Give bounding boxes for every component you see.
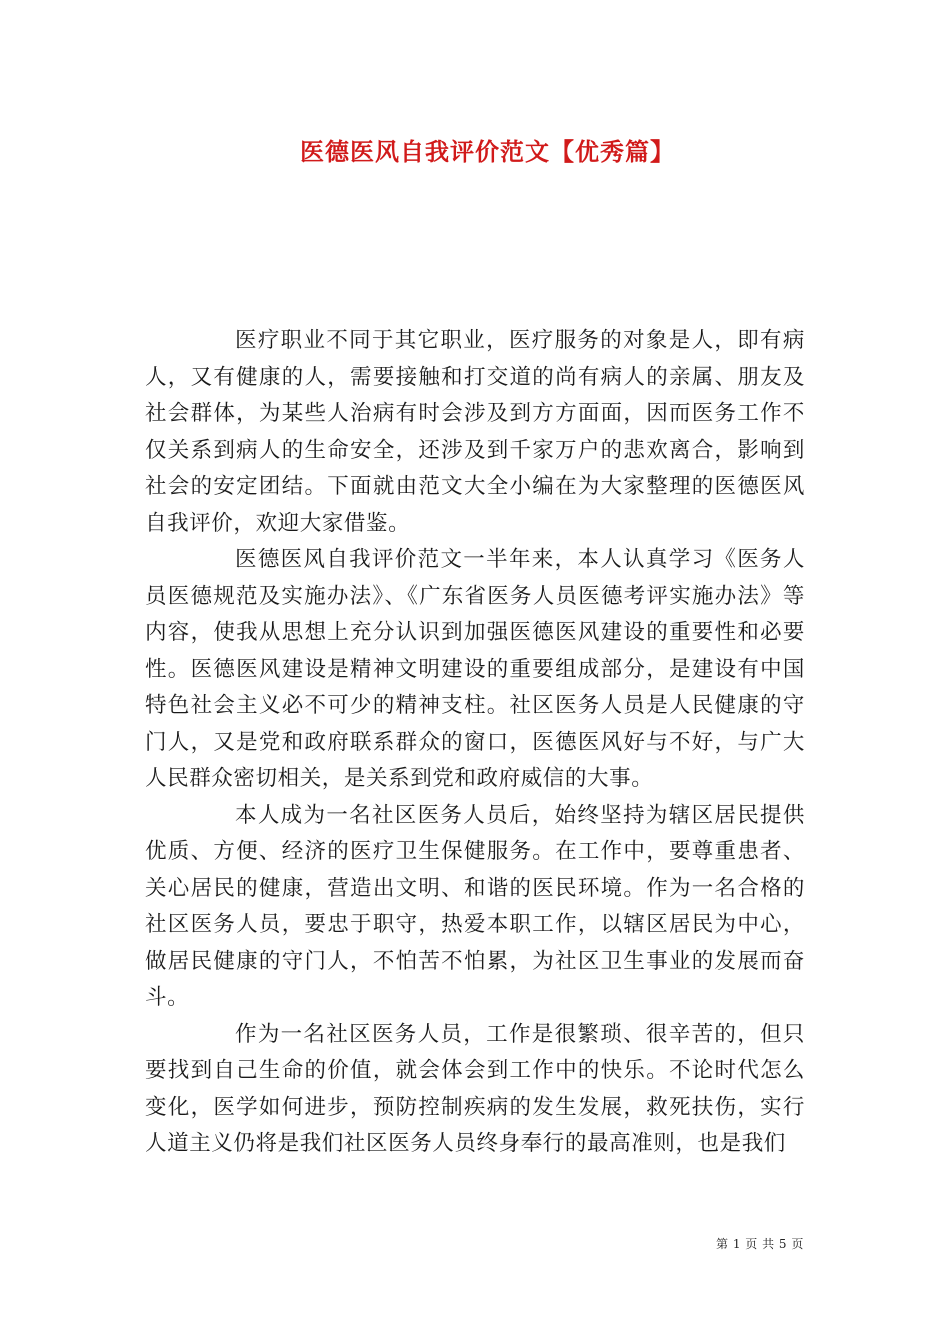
paragraph-community-service: 本人成为一名社区医务人员后，始终坚持为辖区居民提供优质、方便、经济的医疗卫生保健服务。在工作中，要尊重患者、关心居民的健康，营造出文明、和谐的医民环境。作为一名合格的社区医务人员，要忠于职守，热爱本职工作，以辖区居民为中心，做居民健康的守门人，不怕苦不怕累，为社区卫生事业的发展而奋斗。 (145, 802, 805, 1010)
document-body (145, 323, 805, 1163)
document-title: 医德医风自我评价范文【优秀篇】 (300, 137, 675, 166)
page-number: 第 1 页 共 5 页 (716, 1237, 804, 1251)
paragraph-work-value: 作为一名社区医务人员，工作是很繁琐、很辛苦的，但只要找到自己生命的价值，就会体会到工作中的快乐。不论时代怎么变化，医学如何进步，预防控制疾病的发生发展，救死扶伤，实行人道主义仍将是我们社区医务人员终身奉行的最高准则，也是我们 (145, 1021, 805, 1156)
paragraph-intro: 医疗职业不同于其它职业，医疗服务的对象是人，即有病人，又有健康的人，需要接触和打交道的尚有病人的亲属、朋友及社会群体，为某些人治病有时会涉及到方方面面，因而医务工作不仅关系到病人的生命安全，还涉及到千家万户的悲欢离合，影响到社会的安定团结。下面就由范文大全小编在为大家整理的医德医风自我评价，欢迎大家借鉴。 (145, 328, 805, 536)
paragraph-sample-one: 医德医风自我评价范文一半年来，本人认真学习《医务人员医德规范及实施办法》、《广东省医务人员医德考评实施办法》等内容，使我从思想上充分认识到加强医德医风建设的重要性和必要性。医德医风建设是精神文明建设的重要组成部分，是建设有中国特色社会主义必不可少的精神支柱。社区医务人员是人民健康的守门人，又是党和政府联系群众的窗口，医德医风好与不好，与广大人民群众密切相关，是关系到党和政府威信的大事。 (145, 547, 805, 791)
